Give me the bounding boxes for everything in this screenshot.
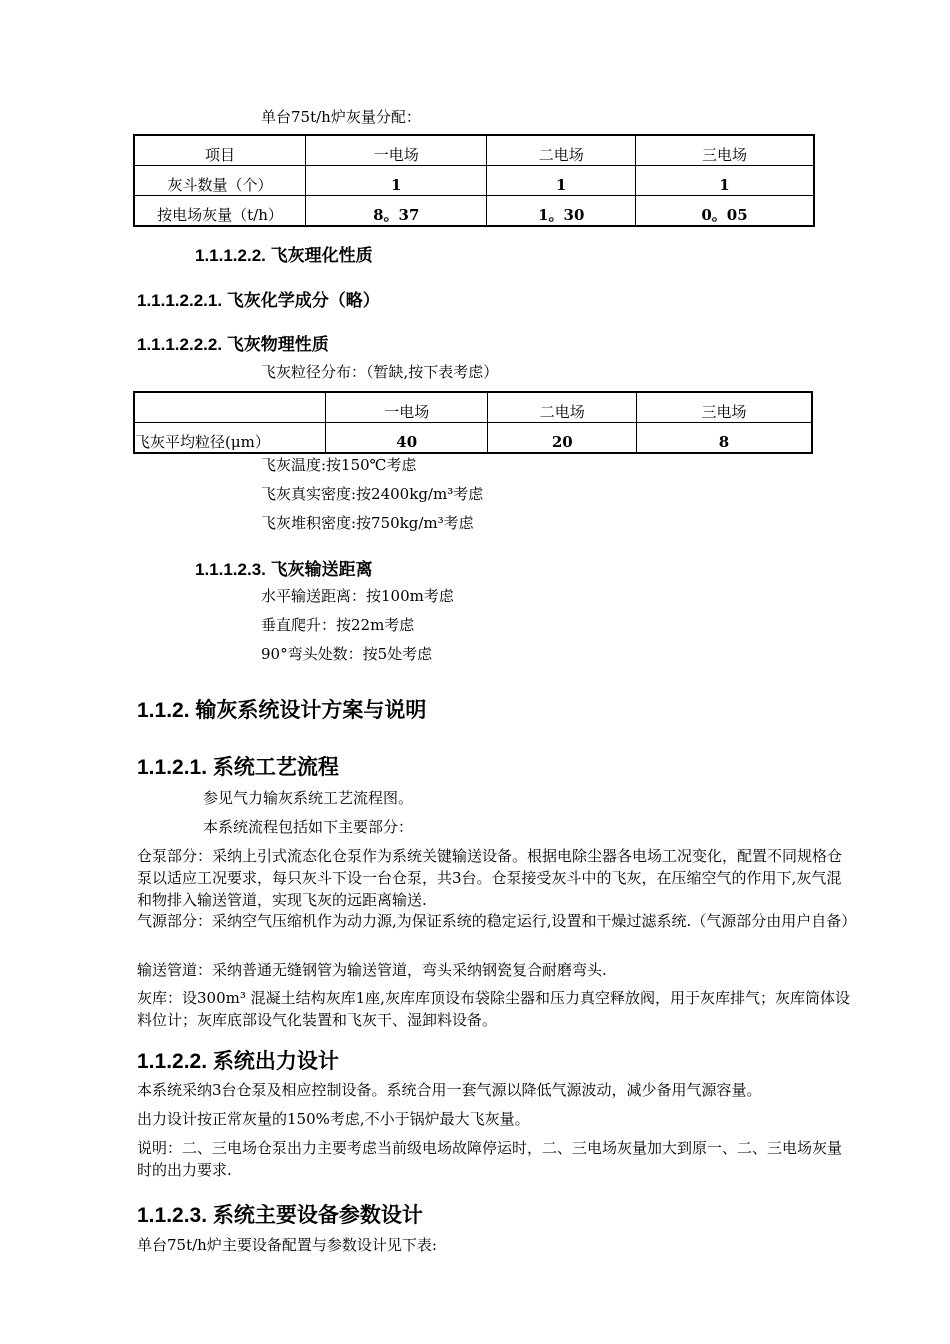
table-row bbox=[134, 196, 814, 227]
table-cell: 1 bbox=[636, 166, 814, 196]
flow-intro-1: 参见气力输灰系统工艺流程图。 bbox=[203, 789, 414, 807]
table-header-cell: 项目 bbox=[134, 135, 306, 166]
paragraph-air-source: 气源部分：采纳空气压缩机作为动力源,为保证系统的稳定运行,设置和干燥过滤系统.（气源部分由用户自备） bbox=[137, 912, 857, 930]
table-row bbox=[134, 423, 812, 454]
table-cell: 8。37 bbox=[306, 196, 487, 227]
table-row bbox=[134, 166, 814, 196]
paragraph-output-2: 出力设计按正常灰量的150%考虑,不小于锅炉最大飞灰量。 bbox=[137, 1110, 530, 1128]
table-header-cell: 三电场 bbox=[636, 135, 814, 166]
table2-caption: 飞灰粒径分布：（暂缺,按下表考虑） bbox=[261, 363, 499, 381]
table-cell: 40 bbox=[325, 423, 488, 454]
heading-fly-ash-properties: 1.1.1.2.2. 飞灰理化性质 bbox=[195, 246, 373, 265]
table-cell: 1 bbox=[306, 166, 487, 196]
table-header-cell: 一电场 bbox=[325, 392, 488, 423]
distance-horizontal: 水平输送距离：按100m考虑 bbox=[261, 587, 454, 605]
heading-physical-properties: 1.1.1.2.2.2. 飞灰物理性质 bbox=[137, 335, 329, 354]
table-row-label: 按电场灰量（t/h） bbox=[134, 196, 306, 227]
heading-process-flow: 1.1.2.1. 系统工艺流程 bbox=[137, 756, 339, 779]
heading-chemical-composition: 1.1.1.2.2.1. 飞灰化学成分（略） bbox=[137, 291, 380, 310]
flow-intro-2: 本系统流程包括如下主要部分： bbox=[203, 818, 414, 836]
heading-conveying-distance: 1.1.1.2.3. 飞灰输送距离 bbox=[195, 560, 373, 579]
paragraph-pump: 仓泵部分：采纳上引式流态化仓泵作为系统关键输送设备。根据电除尘器各电场工况变化，配置不同规格仓泵以适应工况要求，每只灰斗下设一台仓泵，共3台。仓泵接受灰斗中的飞灰，在压缩空气的作用下,灰气混和物排入输送管道，实现飞灰的远距离输送. bbox=[137, 847, 843, 909]
property-true-density: 飞灰真实密度:按2400kg/m³考虑 bbox=[261, 485, 484, 503]
paragraph-output-note: 说明：二、三电场仓泵出力主要考虑当前级电场故障停运时，二、三电场灰量加大到原一、二、三电场灰量时的出力要求. bbox=[137, 1139, 843, 1179]
table-header-row bbox=[134, 392, 812, 423]
heading-output-design: 1.1.2.2. 系统出力设计 bbox=[137, 1050, 339, 1073]
property-temperature: 飞灰温度:按150℃考虑 bbox=[261, 456, 417, 474]
distance-vertical: 垂直爬升：按22m考虑 bbox=[261, 616, 415, 634]
table-header-cell: 二电场 bbox=[488, 392, 637, 423]
particle-size-table bbox=[133, 391, 813, 454]
ash-allocation-table bbox=[133, 134, 815, 227]
heading-system-design: 1.1.2. 输灰系统设计方案与说明 bbox=[137, 699, 427, 722]
table-header-cell: 一电场 bbox=[306, 135, 487, 166]
table-header-cell bbox=[134, 392, 325, 423]
table-header-cell: 三电场 bbox=[637, 392, 812, 423]
property-bulk-density: 飞灰堆积密度:按750kg/m³考虑 bbox=[261, 514, 474, 532]
table-cell: 0。05 bbox=[636, 196, 814, 227]
paragraph-output-1: 本系统采纳3台仓泵及相应控制设备。系统合用一套气源以降低气源波动，减少备用气源容量。 bbox=[137, 1081, 762, 1099]
table-header-row bbox=[134, 135, 814, 166]
table-cell: 8 bbox=[637, 423, 812, 454]
distance-elbows: 90°弯头处数：按5处考虑 bbox=[261, 645, 433, 663]
table-cell: 1 bbox=[487, 166, 636, 196]
table-cell: 20 bbox=[488, 423, 637, 454]
table1-caption: 单台75t/h炉灰量分配： bbox=[261, 108, 421, 126]
paragraph-pipeline: 输送管道：采纳普通无缝钢管为输送管道，弯头采纳钢瓷复合耐磨弯头. bbox=[137, 961, 607, 979]
final-line: 单台75t/h炉主要设备配置与参数设计见下表: bbox=[137, 1236, 437, 1254]
table-cell: 1。30 bbox=[487, 196, 636, 227]
table-row-label: 灰斗数量（个） bbox=[134, 166, 306, 196]
table-header-cell: 二电场 bbox=[487, 135, 636, 166]
heading-equipment-parameters: 1.1.2.3. 系统主要设备参数设计 bbox=[137, 1204, 423, 1227]
paragraph-silo: 灰库：设300m³ 混凝土结构灰库1座,灰库库顶设布袋除尘器和压力真空释放阀，用于灰库排气；灰库筒体设料位计；灰库底部设气化装置和飞灰干、湿卸料设备。 bbox=[137, 989, 850, 1029]
table-row-label: 飞灰平均粒径(μm） bbox=[134, 423, 325, 454]
